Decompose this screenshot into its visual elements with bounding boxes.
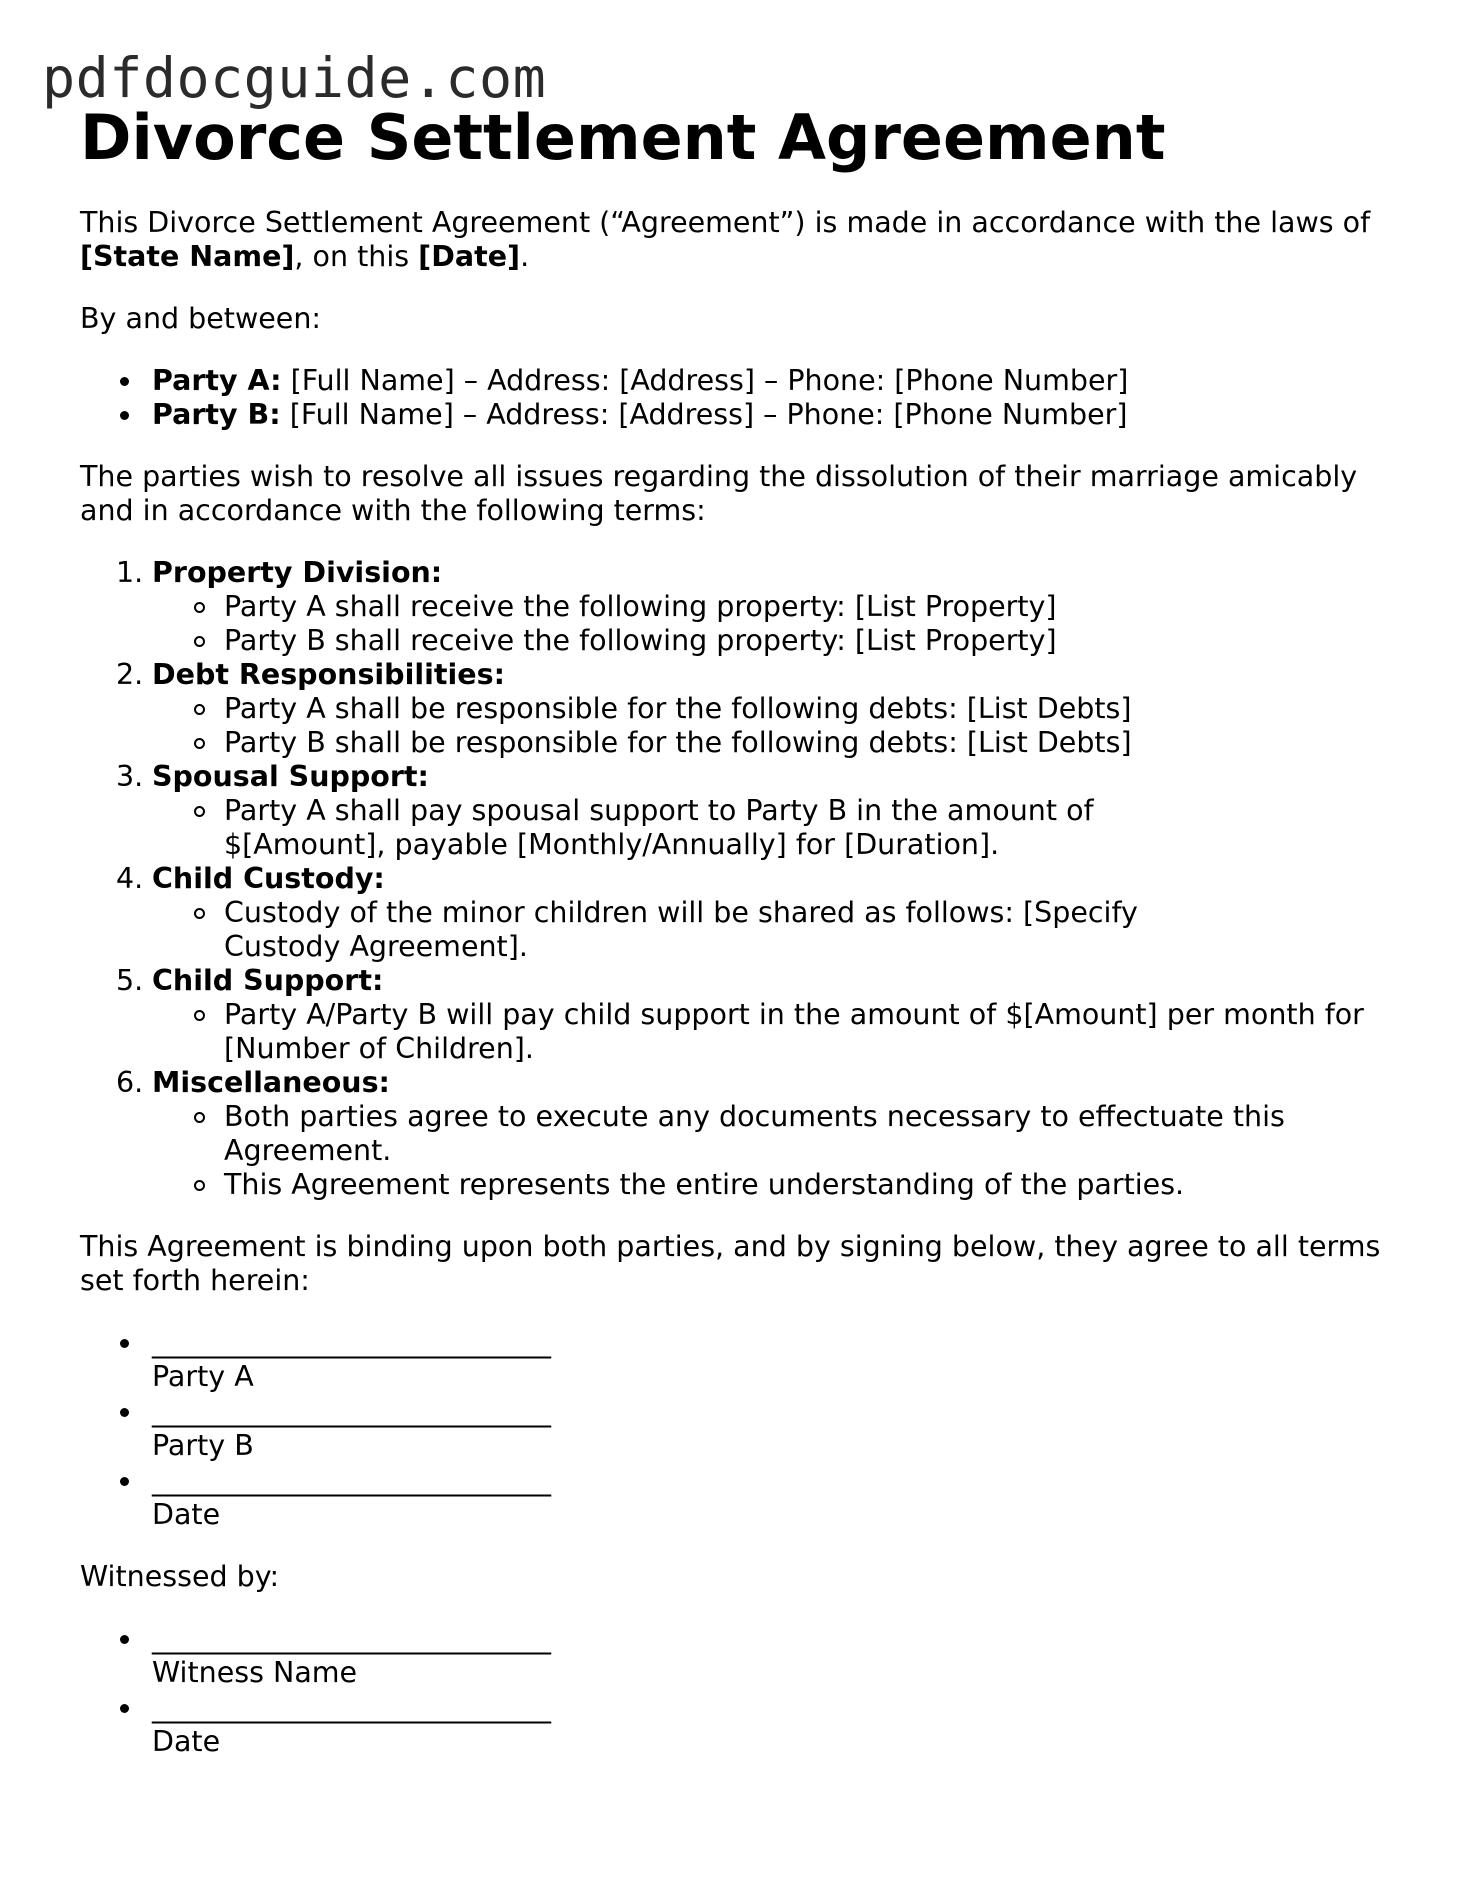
term-subitem [80, 1168, 1400, 1202]
bullet-icon [120, 377, 129, 386]
signature-label: Party A [152, 1360, 254, 1393]
term-subitems [152, 896, 1400, 964]
term-number: 3. [116, 760, 144, 793]
term-subitem-text: Both parties agree to execute any documents necessary to effectuate this Agreement. [224, 1100, 1285, 1167]
bullet-icon [120, 1339, 129, 1348]
intro-text-1: This Divorce Settlement Agreement (“Agreement”) is made in accordance with the laws of [80, 206, 1371, 239]
party-b-label: Party B: [152, 398, 281, 431]
signature-line: ____________________________ [152, 1326, 551, 1359]
signature-party-b [80, 1395, 1400, 1463]
party-a-label: Party A: [152, 364, 282, 397]
term-number: 6. [116, 1066, 144, 1099]
site-watermark: pdfdocguide.com [42, 46, 547, 110]
document-page [80, 100, 1400, 1760]
term-heading: Debt Responsibilities: [152, 658, 505, 691]
witness-signature-list [80, 1622, 1400, 1759]
intro-paragraph [80, 206, 1400, 274]
signature-witness-name [80, 1622, 1400, 1690]
bullet-icon [120, 1477, 129, 1486]
term-spousal-support [80, 760, 1400, 862]
state-placeholder: [State Name] [80, 240, 295, 273]
term-heading: Miscellaneous: [152, 1066, 390, 1099]
term-subitems [152, 794, 1400, 862]
party-a-item [80, 364, 1400, 398]
term-child-support [80, 964, 1400, 1066]
party-a-details: [Full Name] – Address: [Address] – Phone: [Phone Number] [281, 364, 1129, 397]
binding-paragraph: This Agreement is binding upon both parties, and by signing below, they agree to all terms set forth herein: [80, 1230, 1381, 1297]
term-heading: Child Support: [152, 964, 384, 997]
term-heading: Spousal Support: [152, 760, 429, 793]
circle-bullet-icon [194, 1010, 205, 1021]
term-subitem [80, 590, 1400, 624]
circle-bullet-icon [194, 602, 205, 613]
term-subitem [80, 726, 1400, 760]
between-label: By and between: [80, 302, 321, 335]
party-b-item [80, 398, 1400, 432]
signature-list [80, 1326, 1400, 1532]
bullet-icon [120, 1704, 129, 1713]
term-subitem [80, 998, 1400, 1066]
intro-text-2: , on this [294, 240, 419, 273]
signature-label: Date [152, 1498, 221, 1531]
circle-bullet-icon [194, 704, 205, 715]
term-subitems [152, 1100, 1400, 1202]
signature-line: ____________________________ [152, 1691, 551, 1724]
signature-label: Witness Name [152, 1656, 358, 1689]
term-miscellaneous [80, 1066, 1400, 1202]
circle-bullet-icon [194, 636, 205, 647]
date-placeholder: [Date] [418, 240, 521, 273]
circle-bullet-icon [194, 806, 205, 817]
term-debt-responsibilities [80, 658, 1400, 760]
term-number: 1. [116, 556, 144, 589]
term-subitem [80, 624, 1400, 658]
term-subitem [80, 692, 1400, 726]
term-subitems [152, 590, 1400, 658]
term-subitem [80, 794, 1400, 862]
signature-line: ____________________________ [152, 1622, 551, 1655]
term-subitem [80, 1100, 1400, 1168]
circle-bullet-icon [194, 1112, 205, 1123]
circle-bullet-icon [194, 1180, 205, 1191]
circle-bullet-icon [194, 738, 205, 749]
term-subitems [152, 998, 1400, 1066]
bullet-icon [120, 411, 129, 420]
term-subitem-text: Party A shall be responsible for the following debts: [List Debts] [224, 692, 1132, 725]
term-subitem-text: This Agreement represents the entire understanding of the parties. [224, 1168, 1185, 1201]
term-heading: Child Custody: [152, 862, 385, 895]
parties-list [80, 364, 1400, 432]
term-subitem-text: Party B shall be responsible for the following debts: [List Debts] [224, 726, 1132, 759]
bullet-icon [120, 1635, 129, 1644]
term-subitem-text: Party A/Party B will pay child support in the amount of $[Amount] per month for [Number of Children]. [224, 998, 1364, 1065]
intro-text-3: . [520, 240, 530, 273]
signature-date [80, 1464, 1400, 1532]
terms-list [80, 556, 1400, 1202]
signature-line: ____________________________ [152, 1464, 551, 1497]
term-subitem-text: Party A shall receive the following property: [List Property] [224, 590, 1057, 623]
circle-bullet-icon [194, 908, 205, 919]
term-heading: Property Division: [152, 556, 443, 589]
signature-line: ____________________________ [152, 1395, 551, 1428]
term-number: 2. [116, 658, 144, 691]
signature-label: Party B [152, 1429, 254, 1462]
term-subitem-text: Party A shall pay spousal support to Party B in the amount of $[Amount], payable [Monthly/Annually] for [Duration]. [224, 794, 1094, 861]
term-subitem [80, 896, 1400, 964]
bullet-icon [120, 1408, 129, 1417]
term-subitems [152, 692, 1400, 760]
document-title: Divorce Settlement Agreement [80, 101, 1166, 174]
signature-witness-date [80, 1691, 1400, 1759]
purpose-paragraph: The parties wish to resolve all issues regarding the dissolution of their marriage amicably and in accordance with the following terms: [80, 460, 1358, 527]
term-child-custody [80, 862, 1400, 964]
term-property-division [80, 556, 1400, 658]
party-b-details: [Full Name] – Address: [Address] – Phone: [Phone Number] [280, 398, 1128, 431]
signature-label: Date [152, 1725, 221, 1758]
witnessed-label: Witnessed by: [80, 1560, 280, 1593]
term-number: 5. [116, 964, 144, 997]
signature-party-a [80, 1326, 1400, 1394]
term-subitem-text: Custody of the minor children will be shared as follows: [Specify Custody Agreement]. [224, 896, 1138, 963]
term-number: 4. [116, 862, 144, 895]
term-subitem-text: Party B shall receive the following property: [List Property] [224, 624, 1057, 657]
